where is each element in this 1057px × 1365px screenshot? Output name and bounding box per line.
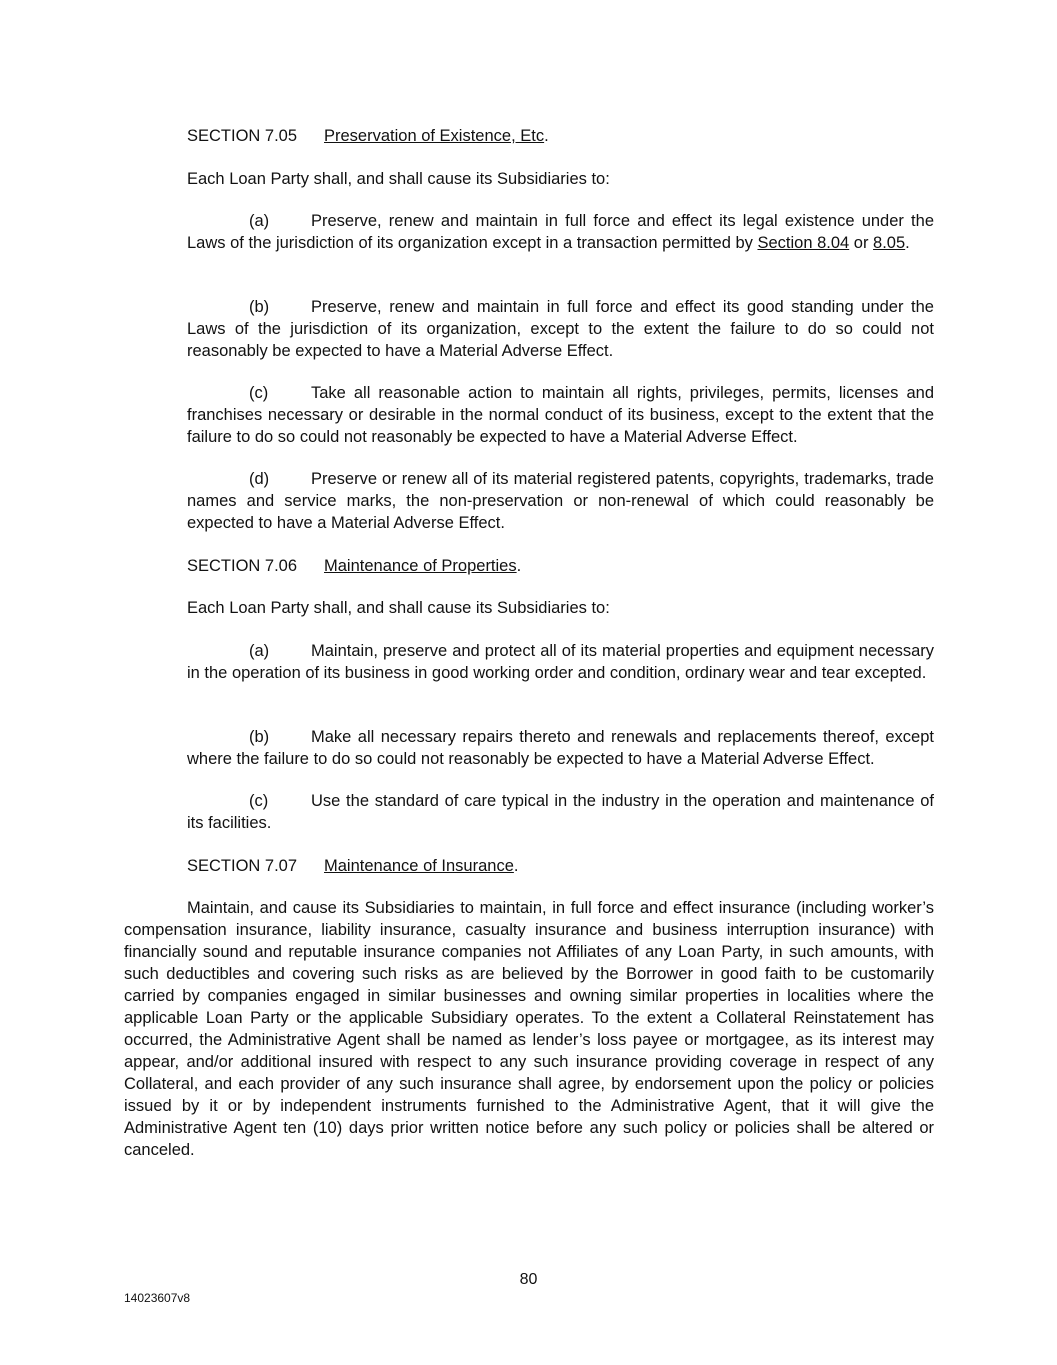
item-text: Preserve or renew all of its material registered patents, copyrights, trademarks, trade names and service marks, the non-preservation or non-renewal of which could reasonably be expected to have a Material Adverse Effect. bbox=[187, 470, 934, 532]
item-text-connector: or bbox=[849, 234, 874, 252]
section-title-period: . bbox=[544, 127, 549, 145]
item-label: (b) bbox=[249, 728, 270, 746]
section-7-07-body: Maintain, and cause its Subsidiaries to maintain, in full force and effect insurance (including worker’s compensation insurance, liability insurance, casualty insurance and business interruption insurance) with financially sound and reputable insurance companies not Affiliates of any Loan Party, in such amounts, with such deductibles and covering such risks as are believed by the Borrower in good faith to be customarily carried by companies engaged in similar businesses and owning similar properties in localities where the applicable Loan Party or the applicable Subsidiary operates. To the extent a Collateral Reinstatement has occurred, the Administrative Agent shall be named as lender’s loss payee or mortgagee, as its interest may appear, and/or additional insured with respect to any such insurance providing coverage in respect of any Collateral, and each provider of any such insurance shall agree, by endorsement upon the policy or policies issued by it or by independent instruments furnished to the Administrative Agent, that it will give the Administrative Agent ten (10) days prior written notice before any such policy or policies shall be altered or canceled. bbox=[124, 899, 934, 1159]
item-label: (a) bbox=[249, 642, 270, 660]
item-text-end: . bbox=[905, 234, 910, 252]
section-title-period: . bbox=[516, 557, 522, 575]
item-label: (a) bbox=[249, 212, 270, 230]
section-7-06-item-c bbox=[187, 790, 934, 834]
item-text: Use the standard of care typical in the industry in the operation and maintenance of its facilities. bbox=[187, 792, 934, 832]
section-7-06-item-b bbox=[187, 726, 934, 770]
section-7-05-item-d bbox=[187, 468, 934, 534]
item-text: Preserve, renew and maintain in full force and effect its legal existence under the Laws of the jurisdiction of its organization except in a transaction permitted by bbox=[187, 212, 934, 252]
item-label: (b) bbox=[249, 298, 270, 316]
item-text: Take all reasonable action to maintain all rights, privileges, permits, licenses and franchises necessary or desirable in the normal conduct of its business, except to the extent that the failure to do so could not reasonably be expected to have a Material Adverse Effect. bbox=[187, 384, 934, 446]
section-7-05-item-c bbox=[187, 382, 934, 448]
section-number: SECTION 7.07 bbox=[187, 857, 298, 875]
section-7-05-item-a bbox=[187, 210, 934, 254]
section-7-06-heading bbox=[187, 555, 521, 577]
section-7-05-heading bbox=[187, 125, 549, 147]
section-number: SECTION 7.05 bbox=[187, 127, 298, 145]
section-7-07-heading bbox=[187, 855, 518, 877]
section-7-06-item-a bbox=[187, 640, 934, 684]
section-title: Maintenance of Properties bbox=[324, 557, 517, 575]
item-label: (c) bbox=[249, 384, 269, 402]
section-reference-link: 8.05 bbox=[873, 234, 906, 252]
item-label: (c) bbox=[249, 792, 269, 810]
item-label: (d) bbox=[249, 470, 270, 488]
item-text: Maintain, preserve and protect all of its material properties and equipment necessary in the operation of its business in good working order and condition, ordinary wear and tear excepted. bbox=[187, 642, 934, 682]
item-text: Preserve, renew and maintain in full force and effect its good standing under the Laws of the jurisdiction of its organization, except to the extent the failure to do so could not reasonably be expected to have a Material Adverse Effect. bbox=[187, 298, 934, 360]
section-title: Preservation of Existence, Etc bbox=[324, 127, 545, 145]
section-number: SECTION 7.06 bbox=[187, 557, 298, 575]
item-text: Make all necessary repairs thereto and renewals and replacements thereof, except where the failure to do so could not reasonably be expected to have a Material Adverse Effect. bbox=[187, 728, 934, 768]
section-7-06-intro: Each Loan Party shall, and shall cause its Subsidiaries to: bbox=[187, 599, 610, 617]
section-7-05-intro: Each Loan Party shall, and shall cause its Subsidiaries to: bbox=[187, 170, 610, 188]
page-number: 80 bbox=[519, 1271, 538, 1288]
section-7-05-item-b bbox=[187, 296, 934, 362]
section-title: Maintenance of Insurance bbox=[324, 857, 514, 875]
section-reference-link: Section 8.04 bbox=[757, 234, 850, 252]
document-id: 14023607v8 bbox=[124, 1291, 191, 1305]
section-title-period: . bbox=[513, 857, 519, 875]
